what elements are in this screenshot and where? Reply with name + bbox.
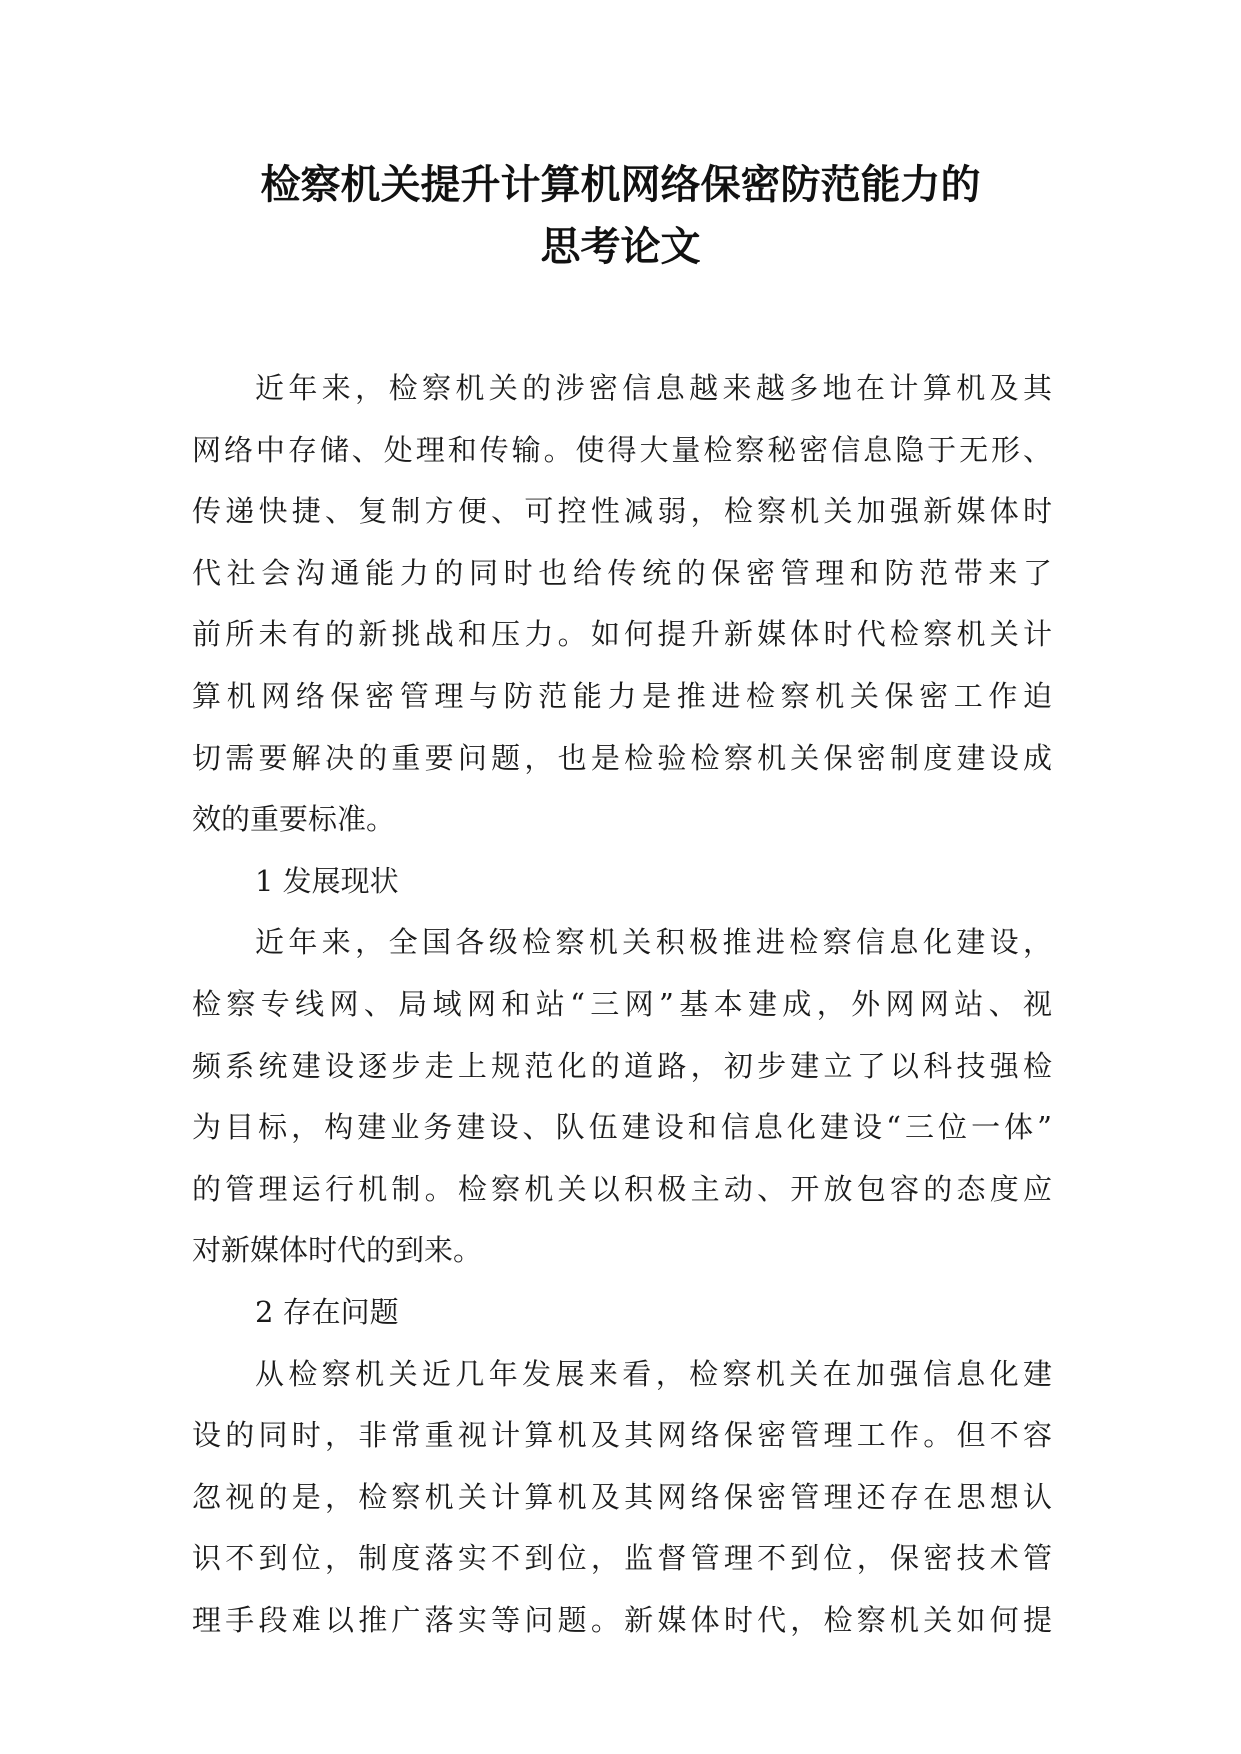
paragraph-line: 对新媒体时代的到来。 (192, 1233, 483, 1268)
paragraph-line: 从检察机关近几年发展来看，检察机关在加强信息化建 (255, 1356, 1052, 1391)
document-title-line-2: 思考论文 (540, 224, 701, 270)
paragraph-line: 前所未有的新挑战和压力。如何提升新媒体时代检察机关计 (192, 617, 1052, 652)
paragraph-line: 的管理运行机制。检察机关以积极主动、开放包容的态度应 (192, 1171, 1052, 1206)
paragraph-line: 传递快捷、复制方便、可控性减弱，检察机关加强新媒体时 (192, 494, 1052, 529)
paragraph-line: 为目标，构建业务建设、队伍建设和信息化建设“三位一体” (192, 1110, 1052, 1145)
paragraph-line: 理手段难以推广落实等问题。新媒体时代，检察机关如何提 (192, 1602, 1052, 1637)
document-body (192, 358, 1052, 1651)
section-heading: 2 存在问题 (255, 1294, 399, 1329)
section-heading: 1 发展现状 (255, 863, 399, 898)
paragraph-line: 近年来，全国各级检察机关积极推进检察信息化建设， (255, 925, 1052, 960)
paragraph-line: 网络中存储、处理和传输。使得大量检察秘密信息隐于无形、 (192, 432, 1052, 467)
paragraph-line: 忽视的是，检察机关计算机及其网络保密管理还存在思想认 (192, 1479, 1052, 1514)
paragraph-line: 切需要解决的重要问题，也是检验检察机关保密制度建设成 (192, 740, 1052, 775)
paragraph-line: 设的同时，非常重视计算机及其网络保密管理工作。但不容 (192, 1418, 1052, 1453)
paragraph-line: 代社会沟通能力的同时也给传统的保密管理和防范带来了 (192, 555, 1052, 590)
paragraph-line: 算机网络保密管理与防范能力是推进检察机关保密工作迫 (192, 678, 1052, 713)
document-title-line-1: 检察机关提升计算机网络保密防范能力的 (260, 162, 981, 208)
paragraph-line: 频系统建设逐步走上规范化的道路，初步建立了以科技强检 (192, 1048, 1052, 1083)
paragraph-line: 效的重要标准。 (192, 802, 396, 837)
paragraph-line: 近年来，检察机关的涉密信息越来越多地在计算机及其 (255, 371, 1052, 405)
paragraph-line: 识不到位，制度落实不到位，监督管理不到位，保密技术管 (192, 1541, 1052, 1576)
paragraph-line: 检察专线网、局域网和站“三网”基本建成，外网网站、视 (192, 986, 1052, 1021)
